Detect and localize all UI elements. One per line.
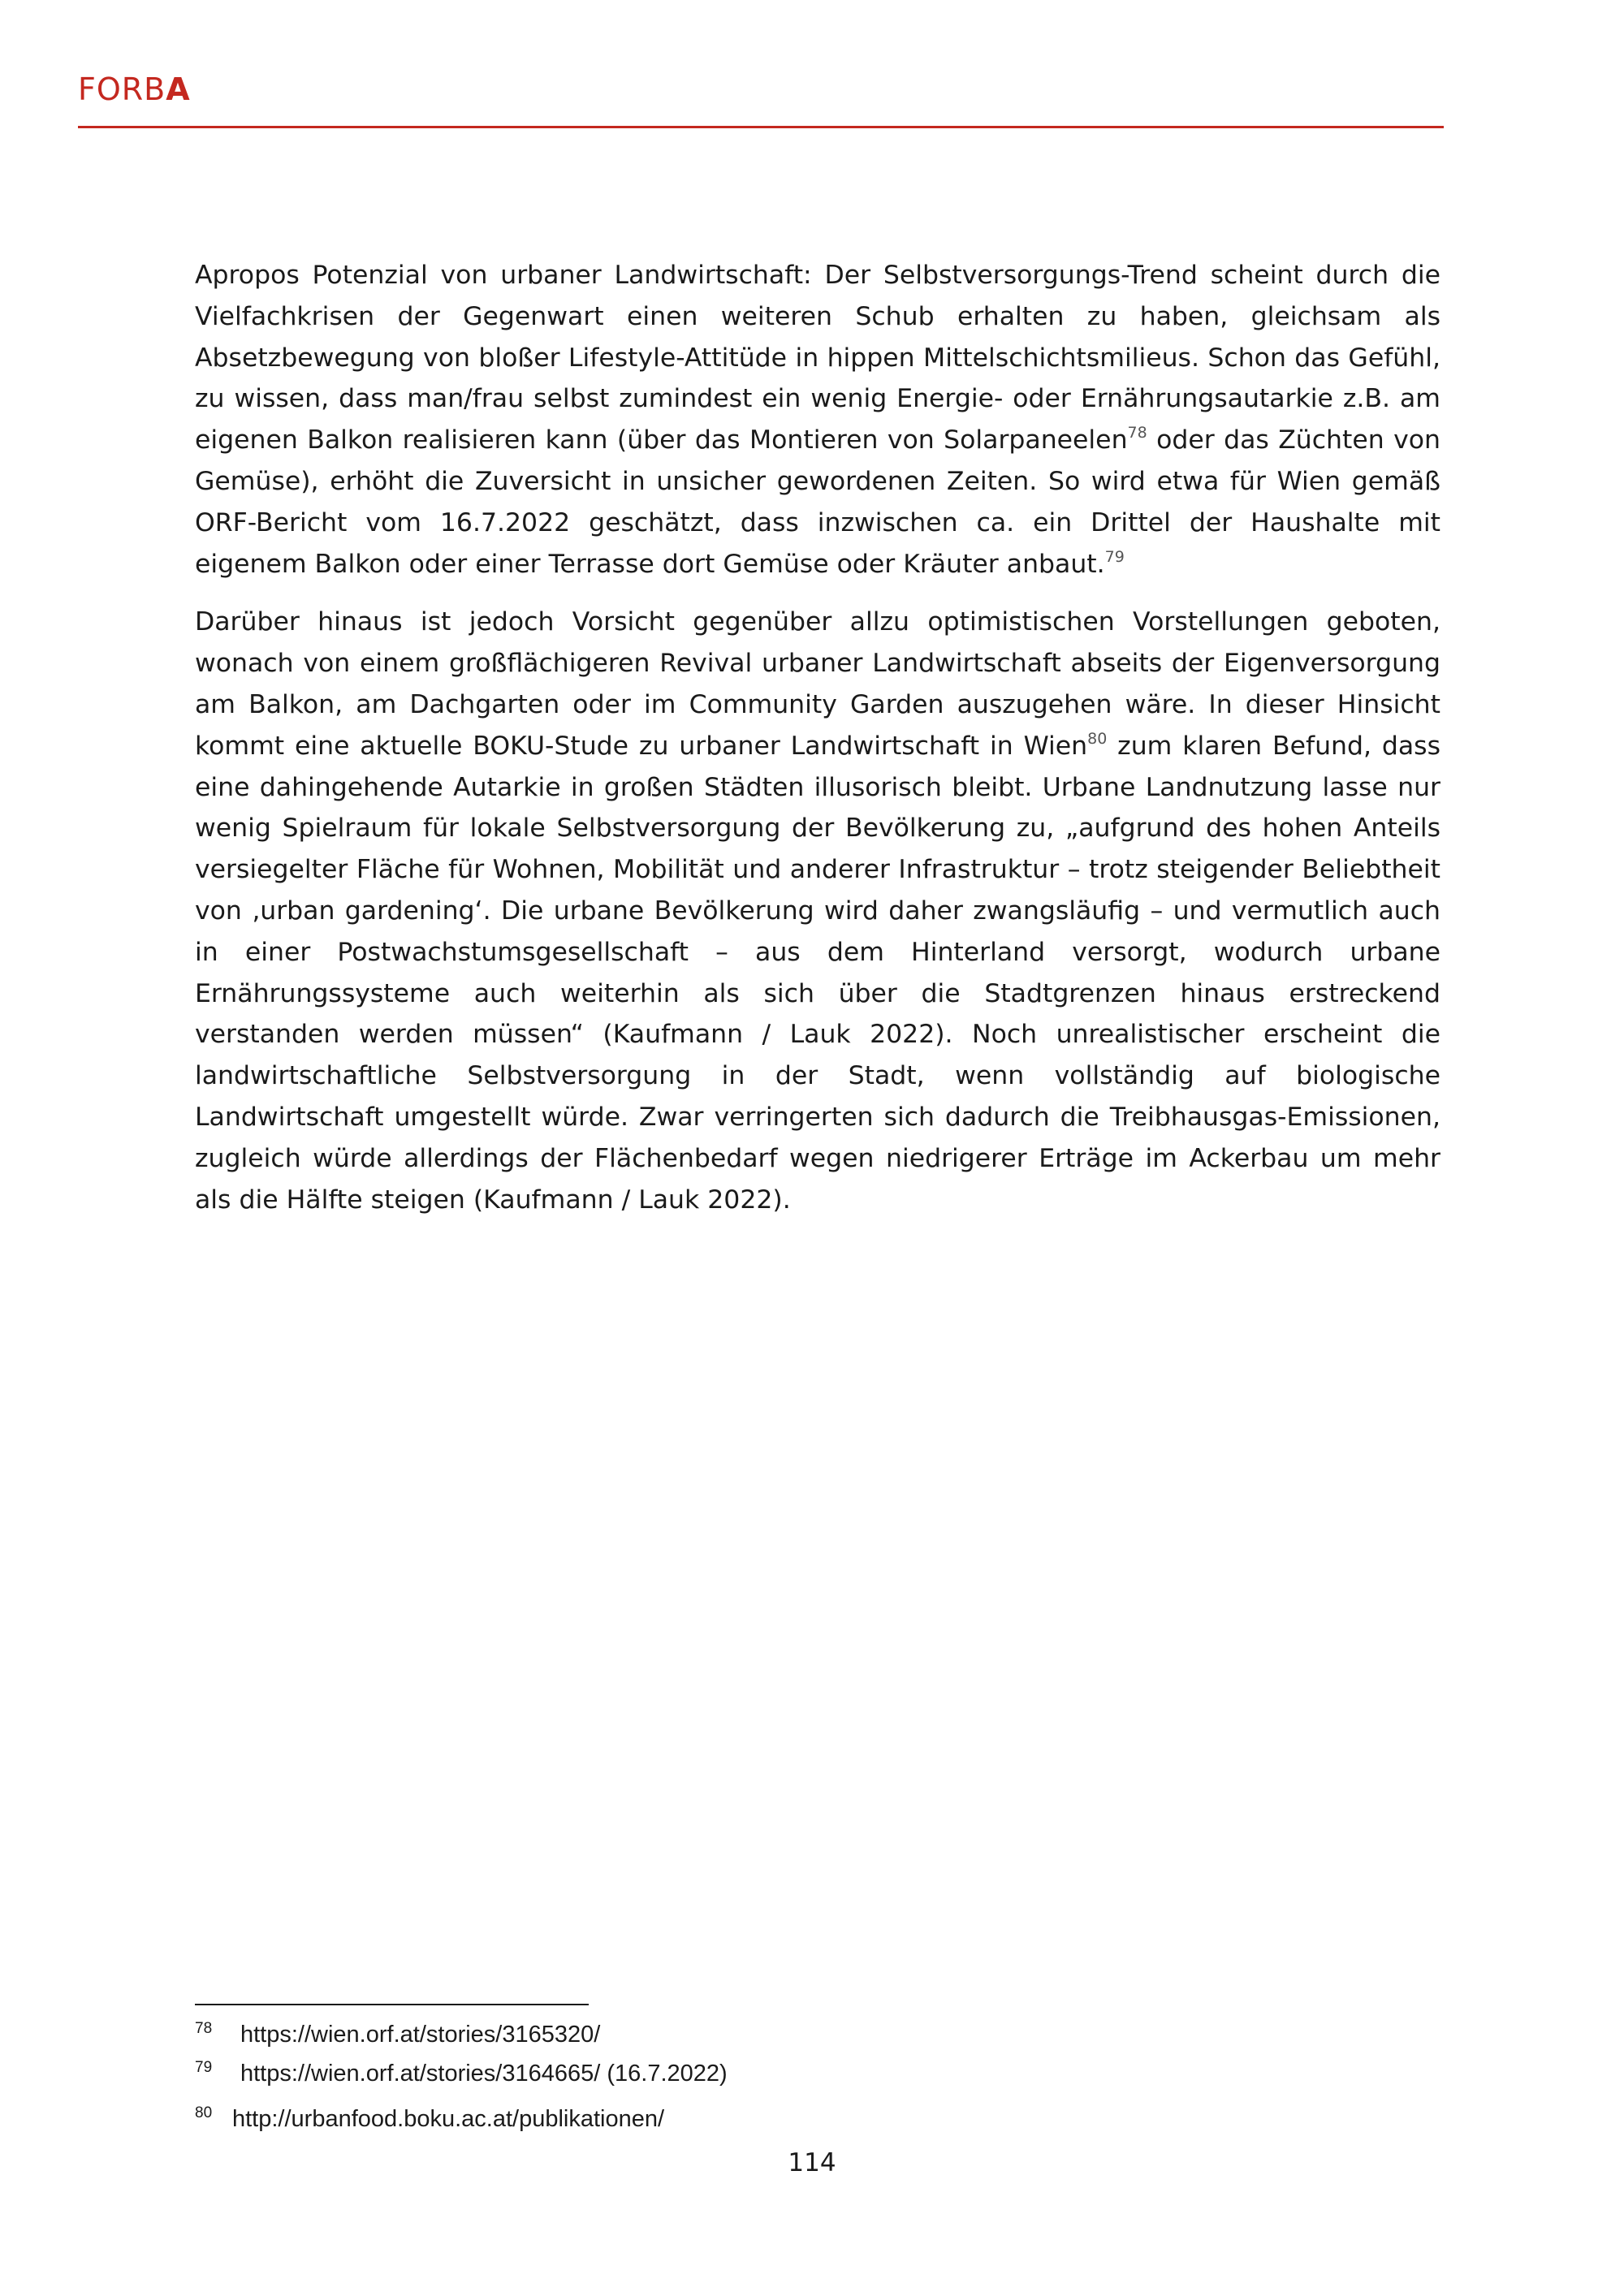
paragraph-2-text-a: Darüber hinaus ist jedoch Vorsicht gegenüber allzu optimistischen Vorstellungen geboten, wonach von einem großflächigeren Revival urbaner Landwirtschaft abseits der Eigenversorgung am Balkon, am Dachgarten oder im Community Garden auszugehen wäre. In dieser Hinsicht kommt eine aktuelle BOKU-Stude zu urbaner Landwirtschaft in Wien: [195, 607, 1440, 761]
footnotes: [195, 2022, 1413, 2145]
footnote-ref-80[interactable]: 80: [1087, 729, 1108, 748]
footnote-link[interactable]: https://wien.orf.at/stories/3165320/: [240, 2022, 601, 2048]
footnote-link[interactable]: https://wien.orf.at/stories/3164665/ (16.7.2022): [240, 2061, 728, 2087]
footnote-number: 79: [195, 2059, 213, 2076]
paragraph-2-text-b: zum klaren Befund, dass eine dahingehende Autarkie in großen Städten illusorisch bleibt. Urbane Landnutzung lasse nur wenig Spielraum für lokale Selbstversorgung der Bevölkerung zu, „aufgrund des hohen Anteils versiegelter Fläche für Wohnen, Mobilität und anderer Infrastruktur – trotz steigender Beliebtheit von ‚urban gardening‘. Die urbane Bevölkerung wird daher zwangsläufig – und vermutlich auch in einer Postwachstumsgesellschaft – aus dem Hinterland versorgt, wodurch urbane Ernährungssysteme auch weiterhin als sich über die Stadtgrenzen hinaus erstreckend verstanden werden müssen“ (Kaufmann / Lauk 2022). Noch unrealistischer erscheint die landwirtschaftliche Selbstversorgung in der Stadt, wenn vollständig auf biologische Landwirtschaft umgestellt würde. Zwar verringerten sich dadurch die Treibhausgas-Emissionen, zugleich würde allerdings der Flächenbedarf wegen niedrigerer Erträge im Ackerbau um mehr als die Hälfte steigen (Kaufmann / Lauk 2022).: [195, 731, 1440, 1215]
footnote-79: [195, 2061, 1413, 2100]
paragraph-1-text-b: oder das Züchten von Gemüse), erhöht die Zuversicht in unsicher gewordenen Zeiten. So wird etwa für Wien gemäß ORF-Bericht vom 16.7.2022 geschätzt, dass inzwischen ca. ein Drittel der Haushalte mit eigenem Balkon oder einer Terrasse dort Gemüse oder Kräuter anbaut.: [195, 425, 1440, 579]
body-text: [195, 255, 1440, 1237]
footnote-number: 80: [195, 2104, 213, 2121]
logo-prefix: FORB: [78, 71, 166, 107]
page-number: 114: [788, 2148, 836, 2177]
footnote-number: 78: [195, 2020, 213, 2037]
footnote-link[interactable]: http://urbanfood.boku.ac.at/publikationen/: [232, 2106, 665, 2132]
header-rule: [78, 126, 1444, 128]
footnote-ref-79[interactable]: 79: [1104, 547, 1125, 566]
logo-suffix: A: [166, 71, 191, 107]
footnote-separator: [195, 2004, 589, 2005]
paragraph-1-text-a: Apropos Potenzial von urbaner Landwirtschaft: Der Selbstversorgungs-Trend scheint durch die Vielfachkrisen der Gegenwart einen weiteren Schub erhalten zu haben, gleichsam als Absetzbewegung von bloßer Lifestyle-Attitüde in hippen Mittelschichtsmilieus. Schon das Gefühl, zu wissen, dass man/frau selbst zumindest ein wenig Energie- oder Ernährungsautarkie z.B. am eigenen Balkon realisieren kann (über das Montieren von Solarpaneelen: [195, 261, 1440, 455]
forba-logo: [78, 71, 191, 107]
footnote-ref-78[interactable]: 78: [1127, 424, 1147, 442]
paragraph-2: [195, 602, 1440, 1220]
footnote-78: [195, 2022, 1413, 2061]
footnote-80: [195, 2106, 1413, 2145]
paragraph-1: [195, 255, 1440, 585]
